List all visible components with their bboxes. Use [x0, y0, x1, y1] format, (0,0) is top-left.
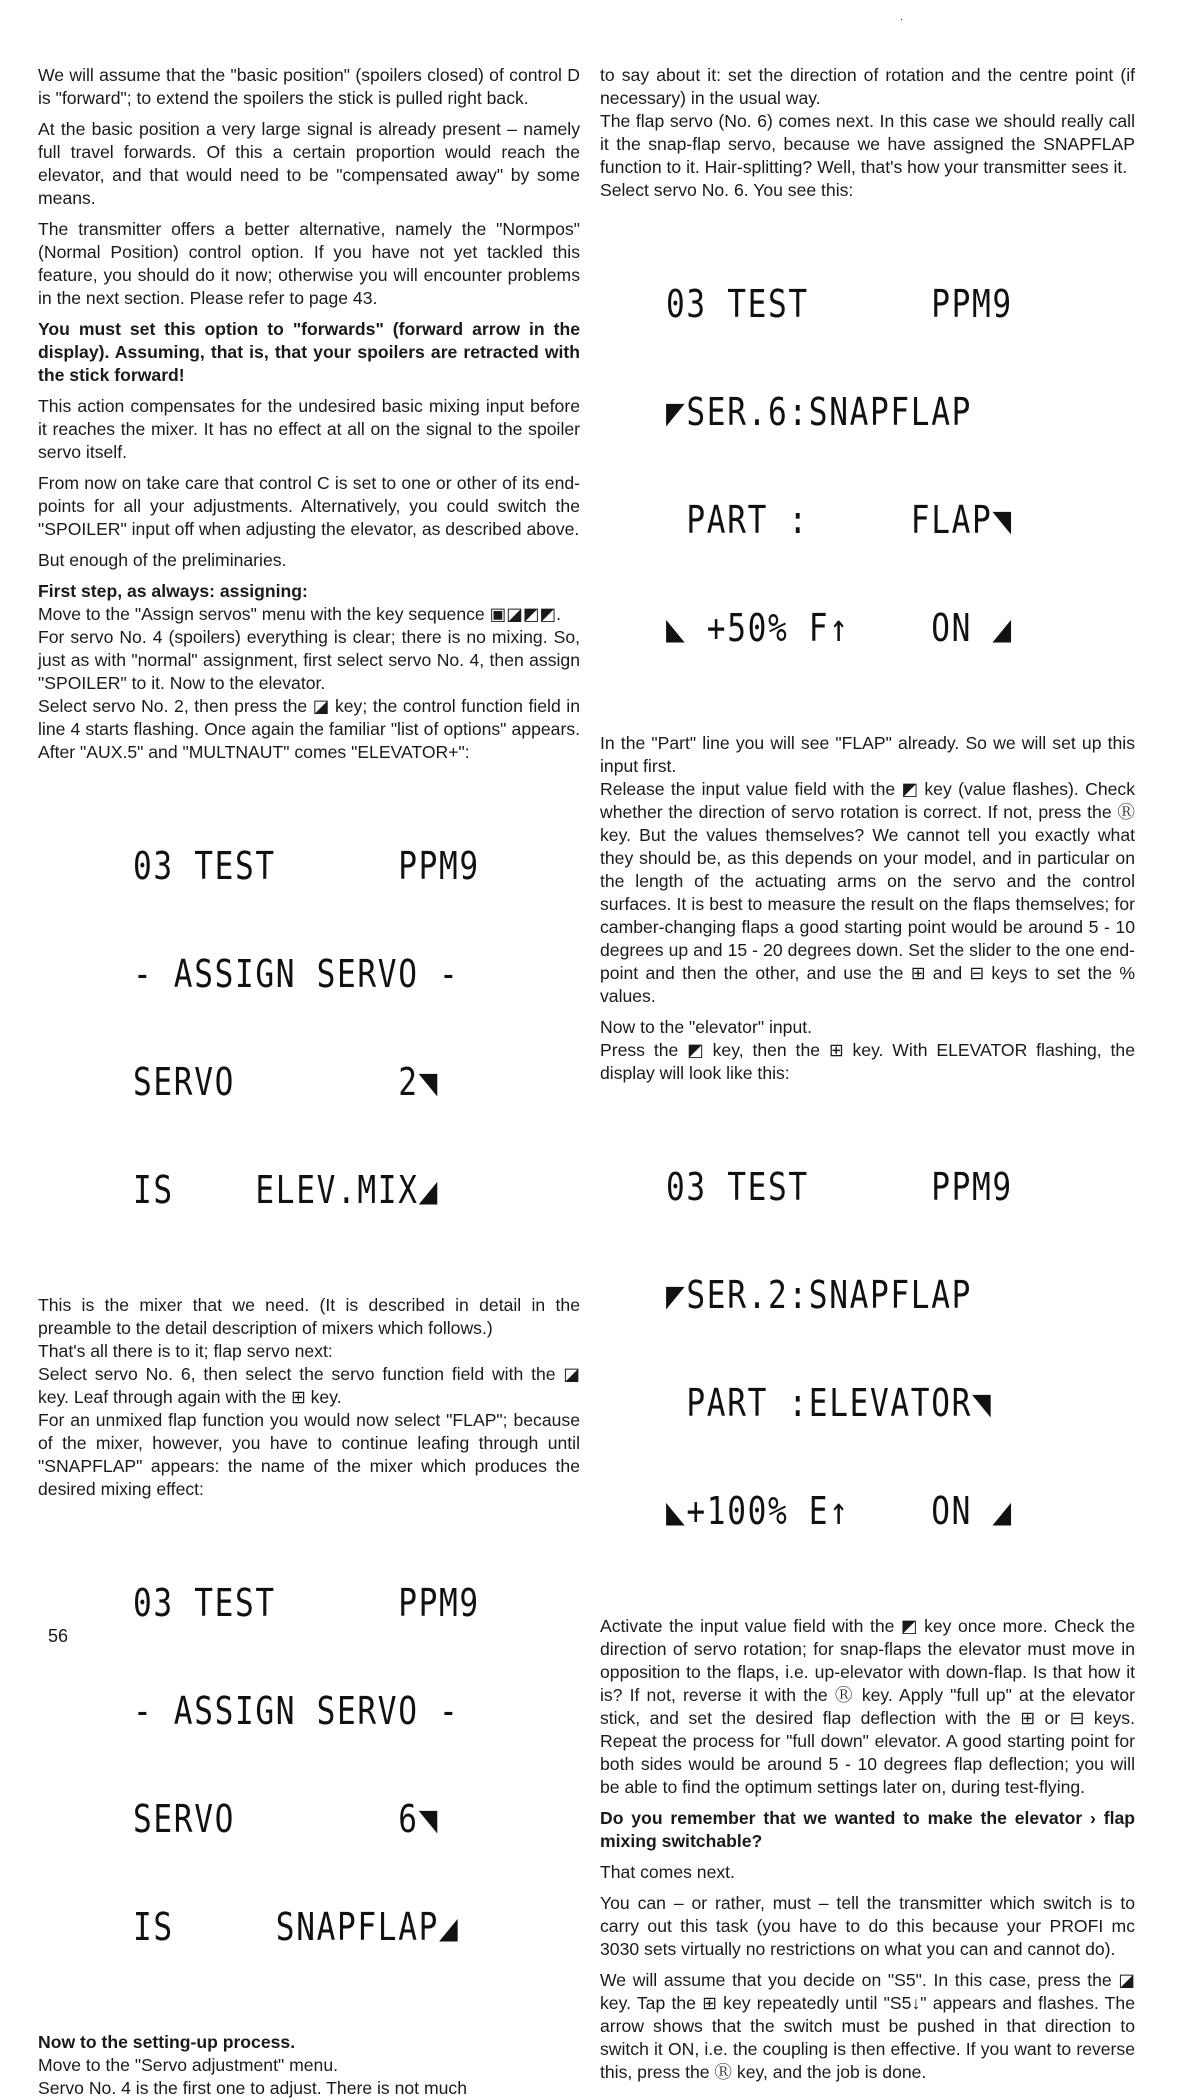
paragraph: Select servo No. 2, then press the ◪ key; the control function field in line 4 starts flashing. Once again the familiar "list of options" appears. After "AUX.5" and "MULTNAUT" comes "ELEVATOR+":: [38, 696, 580, 762]
left-column: [38, 64, 580, 2100]
paragraph: The flap servo (No. 6) comes next. In this case we should really call it the snap-flap servo, because we have assigned the SNAPFLAP function to it. Hair-splitting? Well, that's how your transmitter sees it.: [600, 111, 1135, 177]
lcd-line: - ASSIGN SERVO -: [133, 952, 460, 996]
lcd-line: SERVO 2◥: [133, 1060, 440, 1104]
paragraph: At the basic position a very large signal is already present – namely full travel forwards. Of this a certain proportion would reach the elevator, and that would need to be "compensated away" by some means.: [38, 119, 580, 208]
paragraph: Activate the input value field with the ◩ key once more. Check the direction of servo rotation; for snap-flaps the elevator must move in opposition to the flaps, i.e. up-elevator with down-flap. Is that how it is? If not, reverse it with the Ⓡ key. Apply "full up" at the elevator stick, and set the desired flap deflection with the ⊞ or ⊟ keys. Repeat the process for "full down" elevator. A good starting point for both sides would be around 5 - 10 degrees flap deflection; you will be able to find the optimum settings later on, during test-flying.: [600, 1616, 1135, 1797]
lcd-line: 03 TEST PPM9: [133, 844, 480, 888]
lcd-line: SERVO 6◥: [133, 1797, 440, 1841]
lcd-line: PART : FLAP◥: [666, 498, 1013, 542]
paragraph: You can – or rather, must – tell the transmitter which switch is to carry out this task (you have to do this because your PROFI mc 3030 sets virtually no restrictions on what you can and cannot do).: [600, 1893, 1135, 1959]
paragraph: For servo No. 4 (spoilers) everything is clear; there is no mixing. So, just as with "normal" assignment, first select servo No. 4, then assign "SPOILER" to it. Now to the elevator.: [38, 627, 580, 693]
paragraph: But enough of the preliminaries.: [38, 550, 287, 570]
lcd-line: 03 TEST PPM9: [666, 282, 1013, 326]
lcd-line: IS ELEV.MIX◢: [133, 1168, 440, 1212]
paragraph: Servo No. 4 is the first one to adjust. There is not much: [38, 2078, 467, 2098]
lcd-line: PART :ELEVATOR◥: [666, 1381, 993, 1425]
paragraph: For an unmixed flap function you would now select "FLAP"; because of the mixer, however, you have to continue leafing through until "SNAPFLAP" appears: the name of the mixer which produces the desired mixing effect:: [38, 1410, 580, 1499]
right-column: [600, 64, 1135, 2092]
paragraph: Select servo No. 6. You see this:: [600, 180, 854, 200]
lcd-line: ◣ +50% F↑ ON ◢: [666, 606, 1013, 650]
paragraph: Move to the "Assign servos" menu with the key sequence ▣◪◩◩.: [38, 604, 561, 624]
lcd-line: - ASSIGN SERVO -: [133, 1689, 460, 1733]
paragraph: The transmitter offers a better alternative, namely the "Normpos" (Normal Position) control option. If you have not yet tackled this feature, you should do it now; otherwise you will encounter problems in the next section. Please refer to page 43.: [38, 219, 580, 308]
paragraph: In the "Part" line you will see "FLAP" already. So we will set up this input first.: [600, 733, 1135, 776]
lcd-display-servo2-elevator: [666, 1097, 1051, 1601]
paragraph: This action compensates for the undesired basic mixing input before it reaches the mixer. It has no effect at all on the signal to the spoiler servo itself.: [38, 396, 580, 462]
lcd-line: 03 TEST PPM9: [133, 1581, 480, 1625]
lcd-line: IS SNAPFLAP◢: [133, 1905, 460, 1949]
paragraph: to say about it: set the direction of rotation and the centre point (if necessary) in the usual way.: [600, 65, 1135, 108]
lcd-display-servo6-flap: [666, 214, 1051, 718]
section-heading: Do you remember that we wanted to make the elevator › flap mixing switchable?: [600, 1808, 1135, 1851]
lcd-line: ◤SER.6:SNAPFLAP: [666, 390, 973, 434]
lcd-display-assign-snapflap: [133, 1513, 500, 2017]
page-number: 56: [48, 1626, 69, 1646]
lcd-line: ◣+100% E↑ ON ◢: [666, 1489, 1013, 1533]
paragraph: Release the input value field with the ◩ key (value flashes). Check whether the direction of servo rotation is correct. If not, press the Ⓡ key. But the values themselves? We cannot tell you exactly what they should be, as this depends on your model, and in particular on the length of the actuating arms on the servo and the control surfaces. It is best to measure the result on the flaps themselves; for camber-changing flaps a good starting point would be around 5 - 10 degrees up and 15 - 20 degrees down. Set the slider to the one end-point and then the other, and use the ⊞ and ⊟ keys to set the % values.: [600, 779, 1135, 1006]
bold-paragraph: You must set this option to "forwards" (forward arrow in the display). Assuming, that is, that your spoilers are retracted with the stick forward!: [38, 319, 580, 385]
paragraph: Press the ◩ key, then the ⊞ key. With ELEVATOR flashing, the display will look like this:: [600, 1040, 1135, 1083]
lcd-line: ◤SER.2:SNAPFLAP: [666, 1273, 973, 1317]
paragraph: This is the mixer that we need. (It is described in detail in the preamble to the detail description of mixers which follows.): [38, 1295, 580, 1338]
paragraph: Select servo No. 6, then select the servo function field with the ◪ key. Leaf through again with the ⊞ key.: [38, 1364, 580, 1407]
lcd-line: 03 TEST PPM9: [666, 1165, 1013, 1209]
lcd-display-assign-elevator: [133, 776, 500, 1280]
paragraph: From now on take care that control C is set to one or other of its end-points for all your adjustments. Alternatively, you could switch the "SPOILER" input off when adjusting the elevator, as described above.: [38, 473, 580, 539]
paragraph: Now to the "elevator" input.: [600, 1017, 813, 1037]
paragraph: We will assume that the "basic position" (spoilers closed) of control D is "forward"; to extend the spoilers the stick is pulled right back.: [38, 65, 580, 108]
section-heading: Now to the setting-up process.: [38, 2032, 296, 2052]
paragraph: Move to the "Servo adjustment" menu.: [38, 2055, 339, 2075]
paragraph: That comes next.: [600, 1862, 735, 1882]
paragraph: We will assume that you decide on "S5". In this case, press the ◪ key. Tap the ⊞ key repeatedly until "S5↓" appears and flashes. The arrow shows that the switch must be pushed in that direction to switch it ON, i.e. the coupling is then effective. If you want to reverse this, press the Ⓡ key, and the job is done.: [600, 1970, 1135, 2082]
section-heading: First step, as always: assigning:: [38, 581, 308, 601]
paragraph: That's all there is to it; flap servo next:: [38, 1341, 333, 1361]
scan-speck: ·: [900, 14, 904, 25]
